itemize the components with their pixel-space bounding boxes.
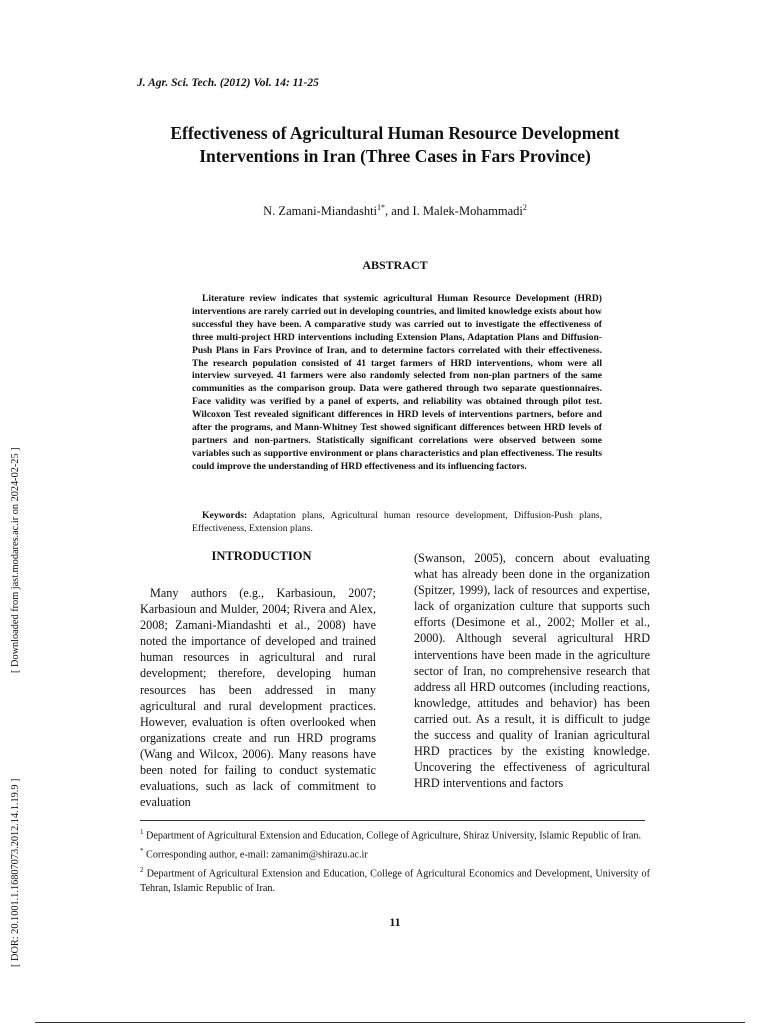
footnote-corresponding xyxy=(140,844,650,863)
footnote-affiliation-1 xyxy=(140,825,650,844)
author-2-affiliation-mark: 2 xyxy=(522,203,527,212)
footnote-star-text: Corresponding author, e-mail: zamanim@shirazu.ac.ir xyxy=(143,849,368,861)
abstract-body: Literature review indicates that systemic agricultural Human Resource Development (HRD) interventions are rarely carried out in developing countries, and limited knowledge exists about how successful they have been. A comparative study was carried out to investigate the effectiveness of three multi-project HRD interventions including Extension Plans, Adaptation Plans and Diffusion-Push Plans in Fars Province of Iran, and to determine factors correlated with their effectiveness. The research population consisted of 41 target farmers of HRD interventions, whom were all interview surveyed. 41 farmers were also randomly selected from non-plan partners of the same communities as the comparison group. Data were gathered through two separate questionnaires. Face validity was verified by a panel of experts, and reliability was obtained through pilot test. Wilcoxon Test revealed significant differences in HRD levels of interventions partners, before and after the programs, and Mann-Whitney Test showed significant differences between HRD levels of partners and non-partners. Statistically significant correlations were observed between some variables such as supportive environment or plans characteristics and plan effectiveness. The results could improve the understanding of HRD effectiveness and its influencing factors. xyxy=(192,293,602,472)
footnote-affiliation-2 xyxy=(140,863,650,896)
bottom-rule xyxy=(35,1022,745,1023)
sidebar-dor-identifier: [ DOR: 20.1001.1.16807073.2012.14.1.19.9 ] xyxy=(10,778,21,967)
author-1: N. Zamani-Miandashti xyxy=(263,204,378,219)
footnote-1-mark: 1 xyxy=(140,828,144,836)
footnote-star-mark: * xyxy=(140,846,144,855)
introduction-right-column: (Swanson, 2005), concern about evaluating what has already been done in the organization (Spitzer, 1999), lack of resources and expertise, lack of organization culture that supports such efforts (Desimone et al., 2002; Moller et al., 2000). Although several agricultural HRD interventions have been made in the agriculture sector of Iran, no comprehensive research that address all HRD outcomes (including reactions, knowledge, attitudes and behavior) has been carried out. As a result, it is difficult to judge the success and quality of Iranian agricultural HRD practices by the existing knowledge. Uncovering the effectiveness of agricultural HRD interventions and factors xyxy=(414,551,650,791)
keywords-text: Adaptation plans, Agricultural human resource development, Diffusion-Push plans, Effectiveness, Extension plans. xyxy=(192,510,602,534)
keywords xyxy=(192,509,602,535)
page-number: 11 xyxy=(389,915,401,929)
abstract-heading: ABSTRACT xyxy=(362,258,428,272)
sidebar-download-notice: [ Downloaded from jast.modares.ac.ir on 2024-02-25 ] xyxy=(10,447,21,673)
paper-title: Effectiveness of Agricultural Human Resource Development Interventions in Iran (Three Cases in Fars Province) xyxy=(170,123,620,166)
introduction-left-column: Many authors (e.g., Karbasioun, 2007; Karbasioun and Mulder, 2004; Rivera and Alex, 2008; Zamani-Miandashti et al., 2008) have noted the importance of developed and trained human resources in agricultural and rural development; therefore, developing human resources has been addressed in many agricultural and rural development practices. However, evaluation is often overlooked when organizations create and run HRD programs (Wang and Wilcox, 2006). Many reasons have been noted for failing to conduct systematic evaluations, such as lack of commitment to evaluation xyxy=(140,586,376,810)
keywords-label: Keywords: xyxy=(202,510,248,521)
footnote-2-mark: 2 xyxy=(140,865,144,874)
footnote-1-text: Department of Agricultural Extension and Education, College of Agriculture, Shiraz University, Islamic Republic of Iran. xyxy=(143,830,642,842)
author-2: , and I. Malek-Mohammadi xyxy=(385,204,523,219)
author-1-affiliation-mark: 1* xyxy=(377,203,386,212)
journal-citation: J. Agr. Sci. Tech. (2012) Vol. 14: 11-25 xyxy=(137,77,319,89)
author-line xyxy=(120,203,670,219)
footnote-divider xyxy=(140,820,645,821)
introduction-heading: INTRODUCTION xyxy=(211,549,312,563)
footnotes xyxy=(140,825,650,896)
footnote-2-text: Department of Agricultural Extension and Education, College of Agricultural Economics and Development, University of Tehran, Islamic Republic of Iran. xyxy=(140,868,650,894)
